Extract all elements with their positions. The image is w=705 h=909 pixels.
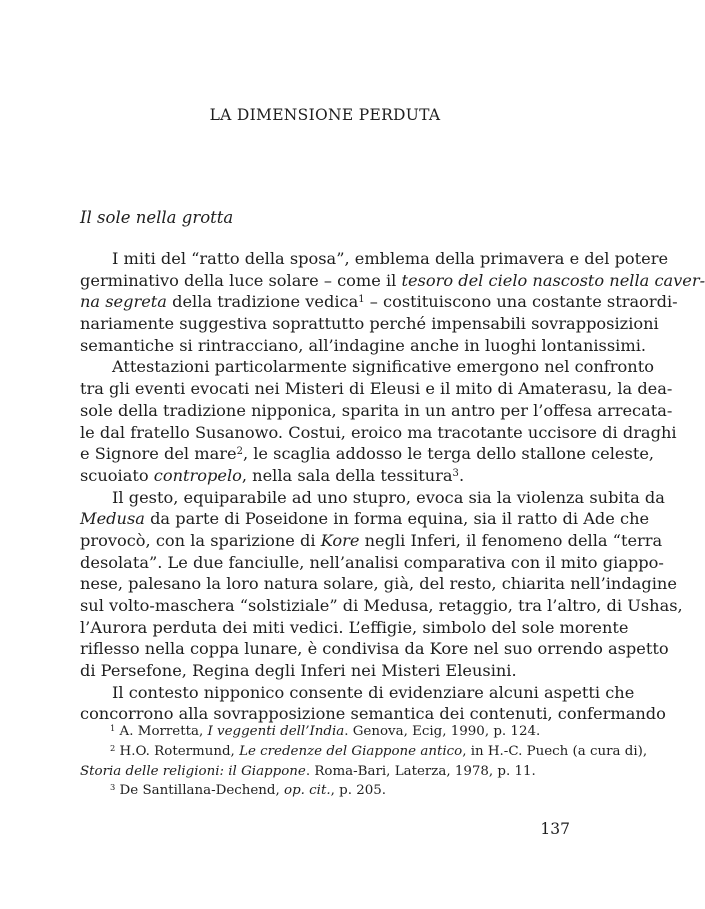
running-title: LA DIMENSIONE PERDUTA xyxy=(209,106,441,124)
page-number: 137 xyxy=(540,820,570,838)
text-line: na segreta della tradizione vedica$^1$ – costituiscono una costante straordi- xyxy=(80,292,678,312)
text-line: l’Aurora perduta dei miti vedici. L’effigie, simbolo del sole morente xyxy=(80,617,629,637)
text-line: di Persefone, Regina degli Inferi nei Misteri Eleusini. xyxy=(80,661,517,681)
footnote-1: $^1$ A. Morretta, I veggenti dell’India. Genova, Ecig, 1990, p. 124. xyxy=(110,722,541,739)
text-line: Attestazioni particolarmente significative emergono nel confronto xyxy=(112,357,654,377)
footnote-ref: 2 xyxy=(236,446,243,458)
text-line: Medusa da parte di Poseidone in forma equina, sia il ratto di Ade che xyxy=(80,509,650,529)
text-line: nese, palesano la loro natura solare, già, del resto, chiarita nell’indagine xyxy=(80,574,677,594)
text-line: sul volto-maschera “solstiziale” di Medusa, retaggio, tra l’altro, di Ushas, xyxy=(80,596,683,615)
text-line: e Signore del mare$^2$, le scaglia addosso le terga dello stallone celeste, xyxy=(80,444,655,464)
footnotes xyxy=(80,722,648,801)
text-line: germinativo della luce solare – come il tesoro del cielo nascosto nella caver- xyxy=(80,270,705,290)
text-line: I miti del “ratto della sposa”, emblema della primavera e del potere xyxy=(112,249,669,268)
text-line: tra gli eventi evocati nei Misteri di Eleusi e il mito di Amaterasu, la dea- xyxy=(80,379,673,399)
text-line: provocò, con la sparizione di Kore negli Inferi, il fenomeno della “terra xyxy=(80,530,663,550)
body-text xyxy=(80,248,705,725)
footnote-ref: 3 xyxy=(452,467,459,479)
footnote-2: $^2$ H.O. Rotermund, Le credenze del Giappone antico, in H.-C. Puech (a cura di), xyxy=(110,742,648,759)
text-line: scuoiato contropelo, nella sala della tessitura$^3$. xyxy=(80,465,465,485)
footnote-2-cont: Storia delle religioni: il Giappone. Roma-Bari, Laterza, 1978, p. 11. xyxy=(80,763,536,779)
footnote-3: $^3$ De Santillana-Dechend, op. cit., p. 205. xyxy=(110,782,387,799)
text-line: desolata”. Le due fanciulle, nell’analisi comparativa con il mito giappo- xyxy=(80,552,664,572)
section-title: Il sole nella grotta xyxy=(80,208,234,227)
text-line: nariamente suggestiva soprattutto perché impensabili sovrapposizioni xyxy=(80,314,659,334)
text-line: riflesso nella coppa lunare, è condivisa da Kore nel suo orrendo aspetto xyxy=(80,639,669,659)
footnote-ref: 1 xyxy=(358,294,365,306)
text-line: Il gesto, equiparabile ad uno stupro, evoca sia la violenza subita da xyxy=(112,487,665,507)
text-line: Il contesto nipponico consente di evidenziare alcuni aspetti che xyxy=(112,682,635,702)
text-line: sole della tradizione nipponica, sparita in un antro per l’offesa arrecata- xyxy=(80,400,673,420)
text-line: concorrono alla sovrapposizione semantica dei contenuti, confermando xyxy=(80,704,666,724)
text-line: le dal fratello Susanowo. Costui, eroico ma tracotante uccisore di draghi xyxy=(80,422,677,442)
text-line: semantiche si rintracciano, all’indagine anche in luoghi lontanissimi. xyxy=(80,335,647,355)
